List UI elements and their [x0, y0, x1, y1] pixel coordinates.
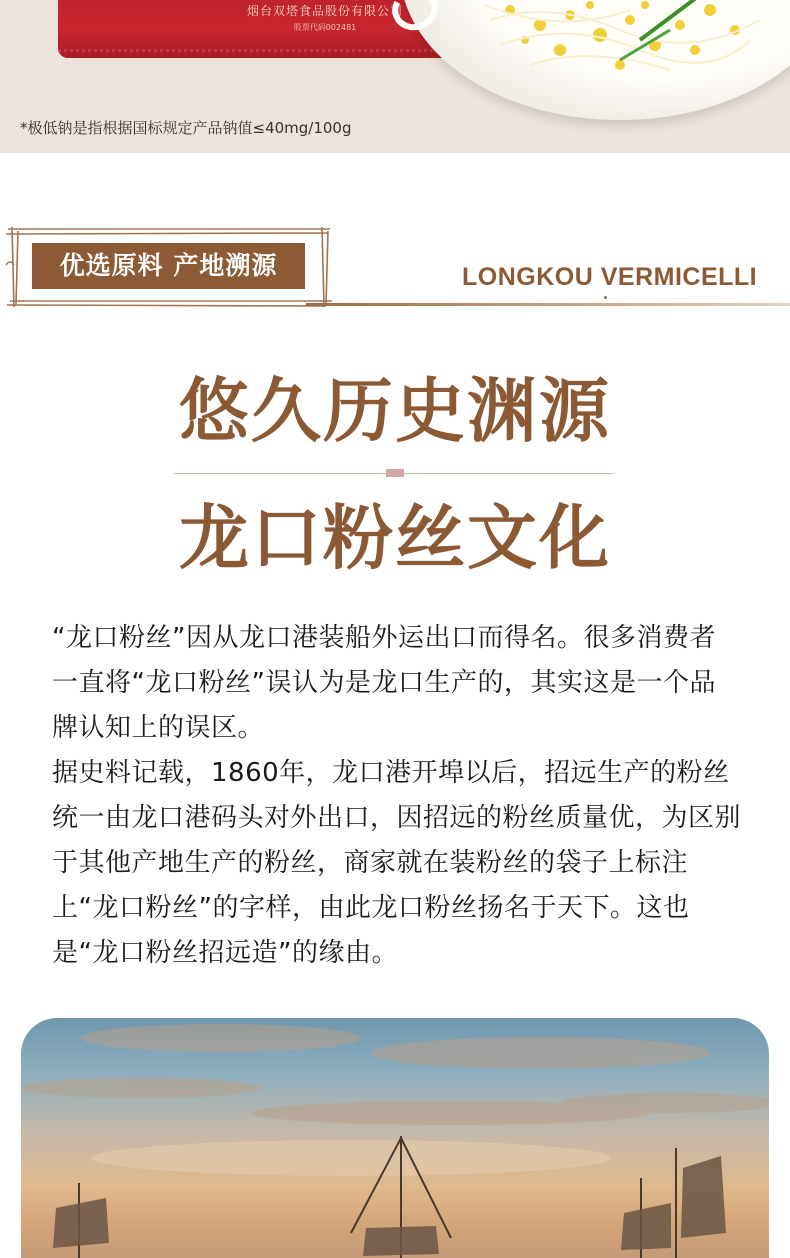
- underline-dot: [604, 296, 607, 299]
- section-english-title: LONGKOU VERMICELLI: [462, 263, 758, 291]
- product-banner: [0, 0, 790, 153]
- headline-history: 悠久历史渊源: [179, 370, 611, 452]
- story-text: [52, 616, 742, 976]
- section-underline: [306, 303, 790, 306]
- noodle-dish-image: [470, 0, 780, 90]
- sailing-ships-illustration: [21, 1018, 769, 1258]
- sodium-footnote: *极低钠是指根据国标规定产品钠值≤40mg/100g: [20, 119, 352, 137]
- harbor-painting: [21, 1018, 769, 1258]
- stock-code: 股票代码002481: [293, 23, 357, 32]
- section-label: 优选原料 产地溯源: [32, 243, 305, 289]
- divider-ornament: [386, 469, 404, 477]
- headline-culture: 龙口粉丝文化: [179, 497, 611, 579]
- story-paragraph-2: 据史料记载，1860年，龙口港开埠以后，招远生产的粉丝统一由龙口港码头对外出口，因招远的粉丝质量优，为区别于其他产地生产的粉丝，商家就在装粉丝的袋子上标注上“龙口粉丝”的字样，由此龙口粉丝扬名于天下。这也是“龙口粉丝招远造”的缘由。: [52, 758, 742, 968]
- story-paragraph-1: “龙口粉丝”因从龙口港装船外运出口而得名。很多消费者一直将“龙口粉丝”误认为是龙口生产的，其实这是一个品牌认知上的误区。: [52, 623, 716, 743]
- company-name: 烟台双塔食品股份有限公司: [246, 4, 403, 18]
